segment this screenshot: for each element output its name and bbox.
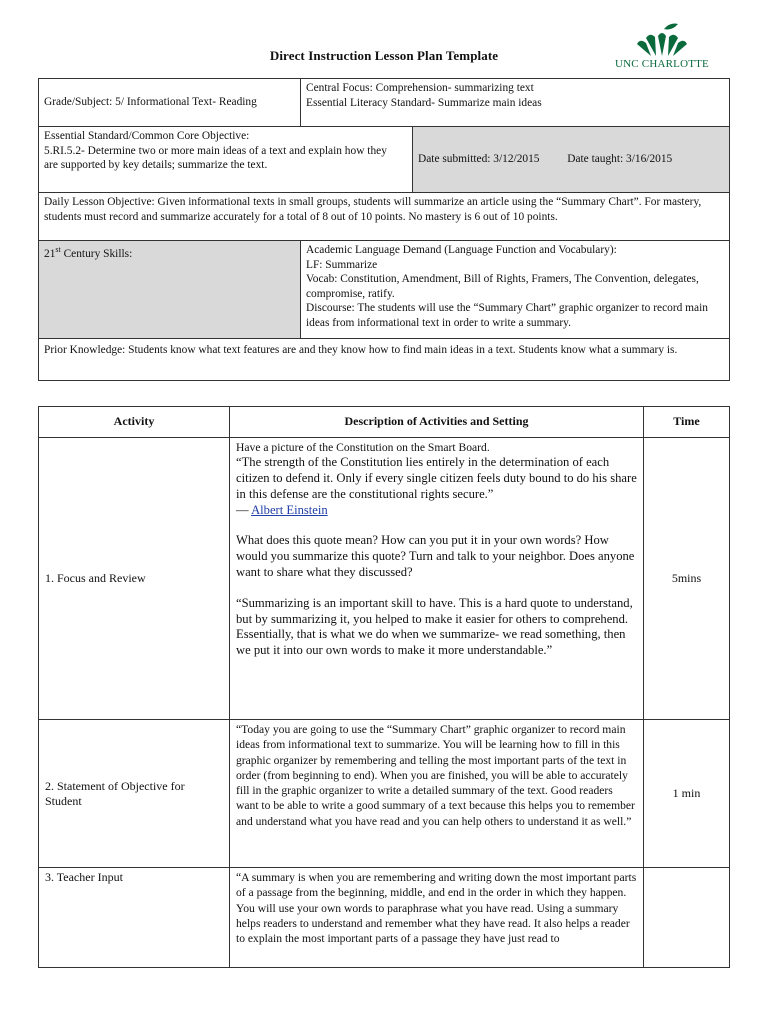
activity-time: 5mins (644, 438, 730, 720)
table-row (39, 868, 730, 968)
prior-knowledge-cell (39, 339, 730, 381)
discussion-prompt: What does this quote mean? How can you put it in your own words? How would you summarize this quote? Turn and talk to your neighbor. Does anyone want to share what they discussed? (236, 533, 635, 580)
activity-name: 2. Statement of Objective for Student (39, 720, 230, 868)
time-header: Time (644, 407, 730, 438)
activities-table (38, 406, 730, 968)
activity-description (230, 438, 644, 720)
quote-attribution: — Albert Einstein (236, 502, 328, 517)
summary-explanation: “Summarizing is an important skill to have. This is a hard quote to understand, but by summarizing it, you helped to make it easier for others to comprehend. Essentially, that is what we do when we summarize- we read something, then we put it into our own words to make it more understandable.” (236, 595, 633, 658)
activities-header-row (39, 407, 730, 438)
standard-cell (39, 127, 413, 193)
table-row (39, 438, 730, 720)
date-submitted: Date submitted: 3/12/2015 (418, 153, 540, 166)
daily-objective: Daily Lesson Objective: Given informational texts in small groups, students will summarize an article using the “Summary Chart”. For mastery, students must record and summarize accurately for a total of 8 out of 10 points. No mastery is 6 out of 10 points. (44, 196, 702, 223)
activity-time: 1 min (644, 720, 730, 868)
standard-text: 5.RI.5.2- Determine two or more main ideas of a text and explain how they are supported by key details; summarize the text. (44, 144, 387, 171)
language-function: LF: Summarize (306, 258, 378, 271)
description-header: Description of Activities and Setting (230, 407, 644, 438)
activity-description: “Today you are going to use the “Summary Chart” graphic organizer to record main ideas from informational text to summarize. You will be learning how to fill in this graphic organizer by remembering and telling the most important parts of the text in order (from beginning to end). When you are finished, you will be able to accurately fill in the graphic organizer to write a detailed summary of the text. Good readers want to be able to write a good summary of a text because this helps you to remember and understand what you have read and you can help others to understand it as well.” (230, 720, 644, 868)
century-skills: 21st Century Skills: (44, 245, 133, 260)
grade-subject: Grade/Subject: 5/ Informational Text- Reading (44, 96, 257, 109)
teacher-input-text: “A summary is when you are remembering and writing down the most important parts of a passage from the beginning, middle, and end in the order in which they happen. You will use your own words to paraphrase what you have read. Using a summary helps readers to understand and remember what they have read. It also helps a reader to explain the most important parts of a passage they have just read to (236, 871, 637, 946)
author-link[interactable]: Albert Einstein (251, 502, 328, 517)
logo-text: UNC CHARLOTTE (615, 58, 709, 70)
dates-cell (413, 127, 730, 193)
academic-language-cell (301, 241, 730, 339)
table-row (39, 720, 730, 868)
grade-subject-cell (39, 79, 301, 127)
century-skills-cell (39, 241, 301, 339)
activity-name: 1. Focus and Review (39, 438, 230, 720)
activity-name: 3. Teacher Input (39, 868, 230, 968)
activity-header: Activity (39, 407, 230, 438)
activity-description (230, 868, 644, 968)
daily-objective-cell (39, 193, 730, 241)
central-focus-cell (301, 79, 730, 127)
standard-label: Essential Standard/Common Core Objective: (44, 130, 250, 142)
description-intro: Have a picture of the Constitution on the Smart Board. (236, 441, 490, 454)
unc-charlotte-logo (606, 20, 718, 72)
vocabulary: Vocab: Constitution, Amendment, Bill of Rights, Framers, The Convention, delegates, compromise, ratify. (306, 273, 699, 300)
lesson-info-table (38, 78, 730, 381)
discourse: Discourse: The students will use the “Summary Chart” graphic organizer to record main ideas from informational text in order to write a summary. (306, 302, 708, 329)
central-focus: Central Focus: Comprehension- summarizing text (306, 82, 534, 94)
literacy-standard: Essential Literacy Standard- Summarize main ideas (306, 96, 542, 109)
activity-time (644, 868, 730, 968)
academic-language: Academic Language Demand (Language Function and Vocabulary): (306, 244, 617, 256)
crown-leaf-icon (634, 20, 690, 58)
date-taught: Date taught: 3/16/2015 (567, 153, 673, 166)
prior-knowledge: Prior Knowledge: Students know what text features are and they know how to find main ideas in a text. Students know what a summary is. (44, 344, 678, 356)
document-title: Direct Instruction Lesson Plan Template (269, 48, 499, 63)
einstein-quote: “The strength of the Constitution lies entirely in the determination of each citizen to defend it. Only if every single citizen feels duty bound to do his share in this defense are the constitutional rights secure.” (236, 455, 637, 501)
